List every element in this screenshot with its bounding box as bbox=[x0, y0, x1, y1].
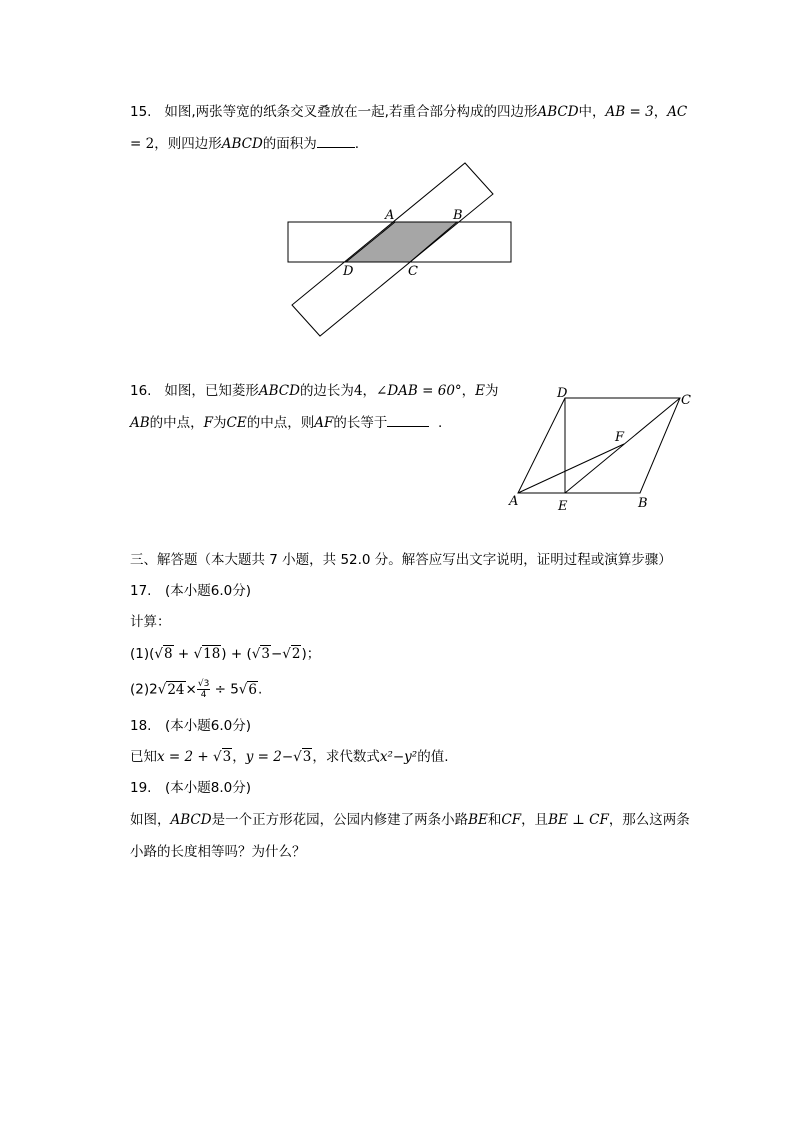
q17-p2-r2: 6 bbox=[248, 681, 257, 698]
q17-p1-mid: ) + ( bbox=[221, 646, 252, 662]
q16-number: 16. bbox=[130, 383, 152, 399]
q19-text-a: 如图， bbox=[130, 812, 171, 828]
q17-p2-fraction bbox=[197, 679, 210, 700]
q16-f: F bbox=[203, 415, 214, 431]
q16-label-d: D bbox=[557, 386, 568, 401]
q18-text-a: 已知 bbox=[130, 749, 157, 765]
q16-ce: CE bbox=[226, 415, 247, 431]
q17-p1-end: )； bbox=[301, 646, 321, 662]
q15-label-a: A bbox=[385, 208, 395, 223]
q19-text-d: ，且 bbox=[521, 812, 549, 828]
q17-p2-num: √3 bbox=[197, 679, 210, 689]
q16-text-c: 为 bbox=[485, 383, 499, 399]
q18-text-d: 的值. bbox=[417, 749, 449, 765]
q15-line2 bbox=[130, 133, 359, 154]
q16-text-g: 的长等于 bbox=[333, 415, 388, 431]
q15-figure bbox=[280, 158, 520, 343]
q18-header: 18. (本小题6.0分) bbox=[130, 718, 251, 734]
q15-label-b: B bbox=[453, 208, 463, 223]
q16-angle: ∠DAB = 60° bbox=[376, 383, 462, 399]
q16-text-a: 如图，已知菱形 bbox=[164, 383, 259, 399]
q16-label-a: A bbox=[509, 494, 519, 509]
q17-prompt: 计算： bbox=[130, 614, 171, 630]
q18-text-b: ， bbox=[232, 749, 246, 765]
section3-title: 三、解答题（本大题共 7 小题，共 52.0 分。解答应写出文字说明，证明过程或演算步骤） bbox=[130, 552, 672, 568]
q15-text: 如图,两张等宽的纸条交叉叠放在一起,若重合部分构成的四边形 bbox=[164, 104, 538, 120]
q17-part2: (2)2√24× $\frac{√3}{4}$ ÷ 5√6. bbox=[130, 679, 263, 700]
q15-line1 bbox=[130, 102, 687, 122]
q17-p1-r4: 2 bbox=[291, 646, 301, 662]
q15-answer-blank[interactable] bbox=[317, 133, 355, 148]
q16-rhombus bbox=[518, 398, 680, 493]
q15-comma: ， bbox=[653, 104, 668, 120]
q16-text-e: 为 bbox=[213, 415, 227, 431]
q18-text-c: ，求代数式 bbox=[312, 749, 380, 765]
q16-text-d: 的中点， bbox=[149, 415, 204, 431]
q18-body: 已知x = 2 + √3，y = 2−√3，求代数式x²−y²的值. bbox=[130, 749, 449, 765]
q16-text-f: 的中点，则 bbox=[246, 415, 315, 431]
q15-ac: AC bbox=[667, 104, 688, 120]
q19-line2: 小路的长度相等吗？为什么？ bbox=[130, 844, 306, 860]
q17-p2-den: 4 bbox=[200, 690, 207, 700]
q17-p2-end: . bbox=[257, 681, 263, 698]
q16-text-b: 的边长为 bbox=[299, 383, 354, 399]
q16-ab: AB bbox=[130, 415, 150, 431]
q15-number: 15. bbox=[130, 104, 152, 120]
q15-label-c: C bbox=[408, 264, 418, 279]
q15-abcd: ABCD bbox=[537, 104, 579, 120]
q16-segment-ec bbox=[565, 398, 680, 493]
q16-abcd: ABCD bbox=[258, 383, 300, 399]
q16-label-f: F bbox=[615, 430, 625, 445]
q16-e: E bbox=[475, 383, 486, 399]
q17-header: 17. (本小题6.0分) bbox=[130, 583, 251, 599]
q17-p2-label: (2)2 bbox=[130, 681, 158, 698]
q19-header: 19. (本小题8.0分) bbox=[130, 780, 251, 796]
q15-text-b: 中， bbox=[578, 104, 606, 120]
q17-p2-div: ÷ 5 bbox=[210, 681, 239, 698]
q19-be: BE bbox=[468, 812, 488, 828]
q18-expr: x²−y² bbox=[379, 749, 418, 765]
q17-p2-times: × bbox=[185, 681, 197, 698]
q15-period: . bbox=[354, 136, 360, 152]
q19-abcd: ABCD bbox=[170, 812, 212, 828]
q17-p1-r2: 18 bbox=[203, 646, 221, 662]
q18-r2: 3 bbox=[302, 749, 312, 765]
q19-line1 bbox=[130, 810, 690, 830]
q17-p1-plus: + bbox=[173, 646, 194, 662]
q19-text-c: 和 bbox=[487, 812, 502, 828]
q17-p2-r1: 24 bbox=[167, 681, 185, 698]
q18-r1: 3 bbox=[222, 749, 232, 765]
q17-p1-r3: 3 bbox=[261, 646, 270, 662]
q19-text-e: ，那么这两条 bbox=[608, 812, 690, 828]
q17-p1-label: (1)( bbox=[130, 646, 155, 662]
q15-parallelogram bbox=[346, 222, 457, 262]
q19-cf: CF bbox=[501, 812, 522, 828]
q16-label-b: B bbox=[638, 496, 648, 511]
q15-line2-eq: = 2 bbox=[130, 136, 155, 152]
q15-label-d: D bbox=[343, 264, 354, 279]
q17-part1: (1)(√8 + √18) + (√3−√2)； bbox=[130, 646, 321, 662]
q15-ab-eq: AB = 3 bbox=[605, 104, 654, 120]
q15-line2-text: ，则四边形 bbox=[154, 136, 222, 152]
q19-text-b: 是一个正方形花园，公园内修建了两条小路 bbox=[211, 812, 469, 828]
q16-label-e: E bbox=[558, 499, 568, 513]
q16-line2 bbox=[130, 412, 442, 433]
q15-abcd-2: ABCD bbox=[221, 136, 263, 152]
q16-line1: 16. 如图，已知菱形ABCD的边长为4，∠DAB = 60°，E为 bbox=[130, 383, 499, 399]
q18-x-eq: x = 2 + bbox=[157, 749, 213, 765]
q16-answer-blank[interactable] bbox=[387, 412, 429, 427]
q17-p1-r1: 8 bbox=[164, 646, 173, 662]
q16-period: . bbox=[437, 415, 443, 431]
q19-perp: BE ⊥ CF bbox=[548, 812, 609, 828]
q16-af: AF bbox=[314, 415, 334, 431]
q17-p1-minus: − bbox=[270, 646, 283, 662]
q16-figure bbox=[505, 383, 700, 513]
q16-segment-af bbox=[518, 444, 624, 493]
q16-four: 4 bbox=[353, 383, 363, 399]
q15-line2-text2: 的面积为 bbox=[262, 136, 317, 152]
q16-label-c: C bbox=[681, 393, 691, 408]
q18-y-eq: y = 2− bbox=[245, 749, 294, 765]
